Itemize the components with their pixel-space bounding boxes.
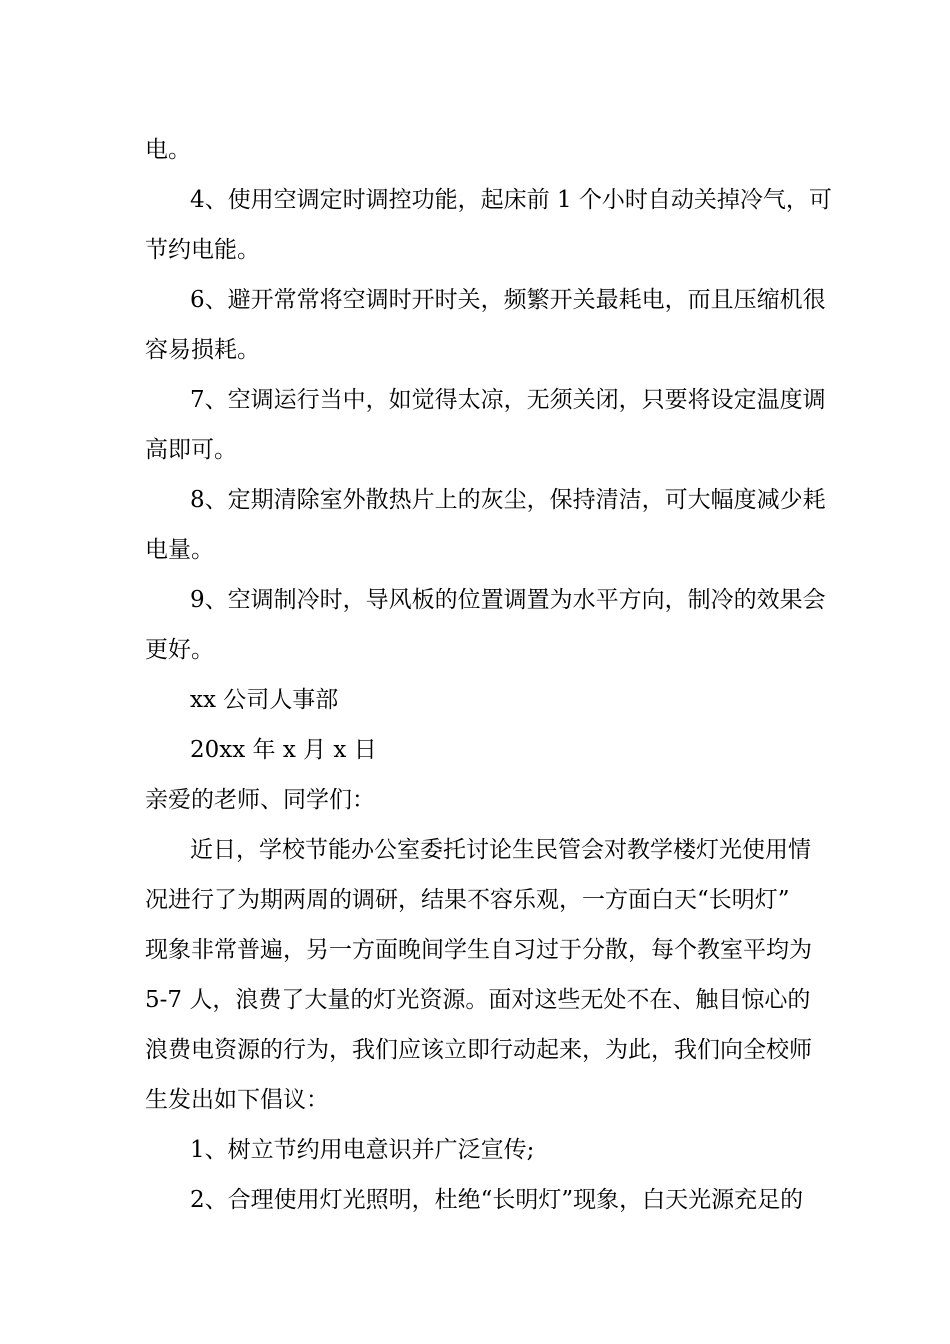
text-line: 7、空调运行当中，如觉得太凉，无须关闭，只要将设定温度调 bbox=[190, 387, 826, 413]
text-line: 电量。 bbox=[145, 537, 214, 563]
text-line: 高即可。 bbox=[145, 437, 237, 463]
text-line: 8、定期清除室外散热片上的灰尘，保持清洁，可大幅度减少耗 bbox=[190, 487, 826, 513]
text-line: 现象非常普遍，另一方面晚间学生自习过于分散，每个教室平均为 bbox=[145, 937, 812, 963]
text-line: 浪费电资源的行为，我们应该立即行动起来，为此，我们向全校师 bbox=[145, 1037, 812, 1063]
text-line: 节约电能。 bbox=[145, 237, 260, 263]
text-line: 况进行了为期两周的调研，结果不容乐观，一方面白天“长明灯” bbox=[145, 887, 790, 913]
text-line: 生发出如下倡议： bbox=[145, 1087, 329, 1113]
text-line: 6、避开常常将空调时开时关，频繁开关最耗电，而且压缩机很 bbox=[190, 287, 826, 313]
signature-department: xx 公司人事部 bbox=[190, 687, 339, 713]
text-line: 5-7 人，浪费了大量的灯光资源。面对这些无处不在、触目惊心的 bbox=[145, 987, 811, 1013]
signature-date: 20xx 年 x 月 x 日 bbox=[190, 737, 377, 763]
text-line: 9、空调制冷时，导风板的位置调置为水平方向，制冷的效果会 bbox=[190, 587, 826, 613]
text-line: 近日，学校节能办公室委托讨论生民管会对教学楼灯光使用情 bbox=[190, 837, 811, 863]
text-line: 容易损耗。 bbox=[145, 337, 260, 363]
text-line: 更好。 bbox=[145, 637, 214, 663]
text-line: 2、合理使用灯光照明，杜绝“长明灯”现象，白天光源充足的 bbox=[190, 1187, 804, 1213]
text-line: 1、树立节约用电意识并广泛宣传; bbox=[190, 1137, 535, 1163]
text-line: 4、使用空调定时调控功能，起床前 1 个小时自动关掉冷气，可 bbox=[190, 187, 832, 213]
salutation: 亲爱的老师、同学们： bbox=[145, 787, 375, 813]
text-line: 电。 bbox=[145, 137, 191, 163]
